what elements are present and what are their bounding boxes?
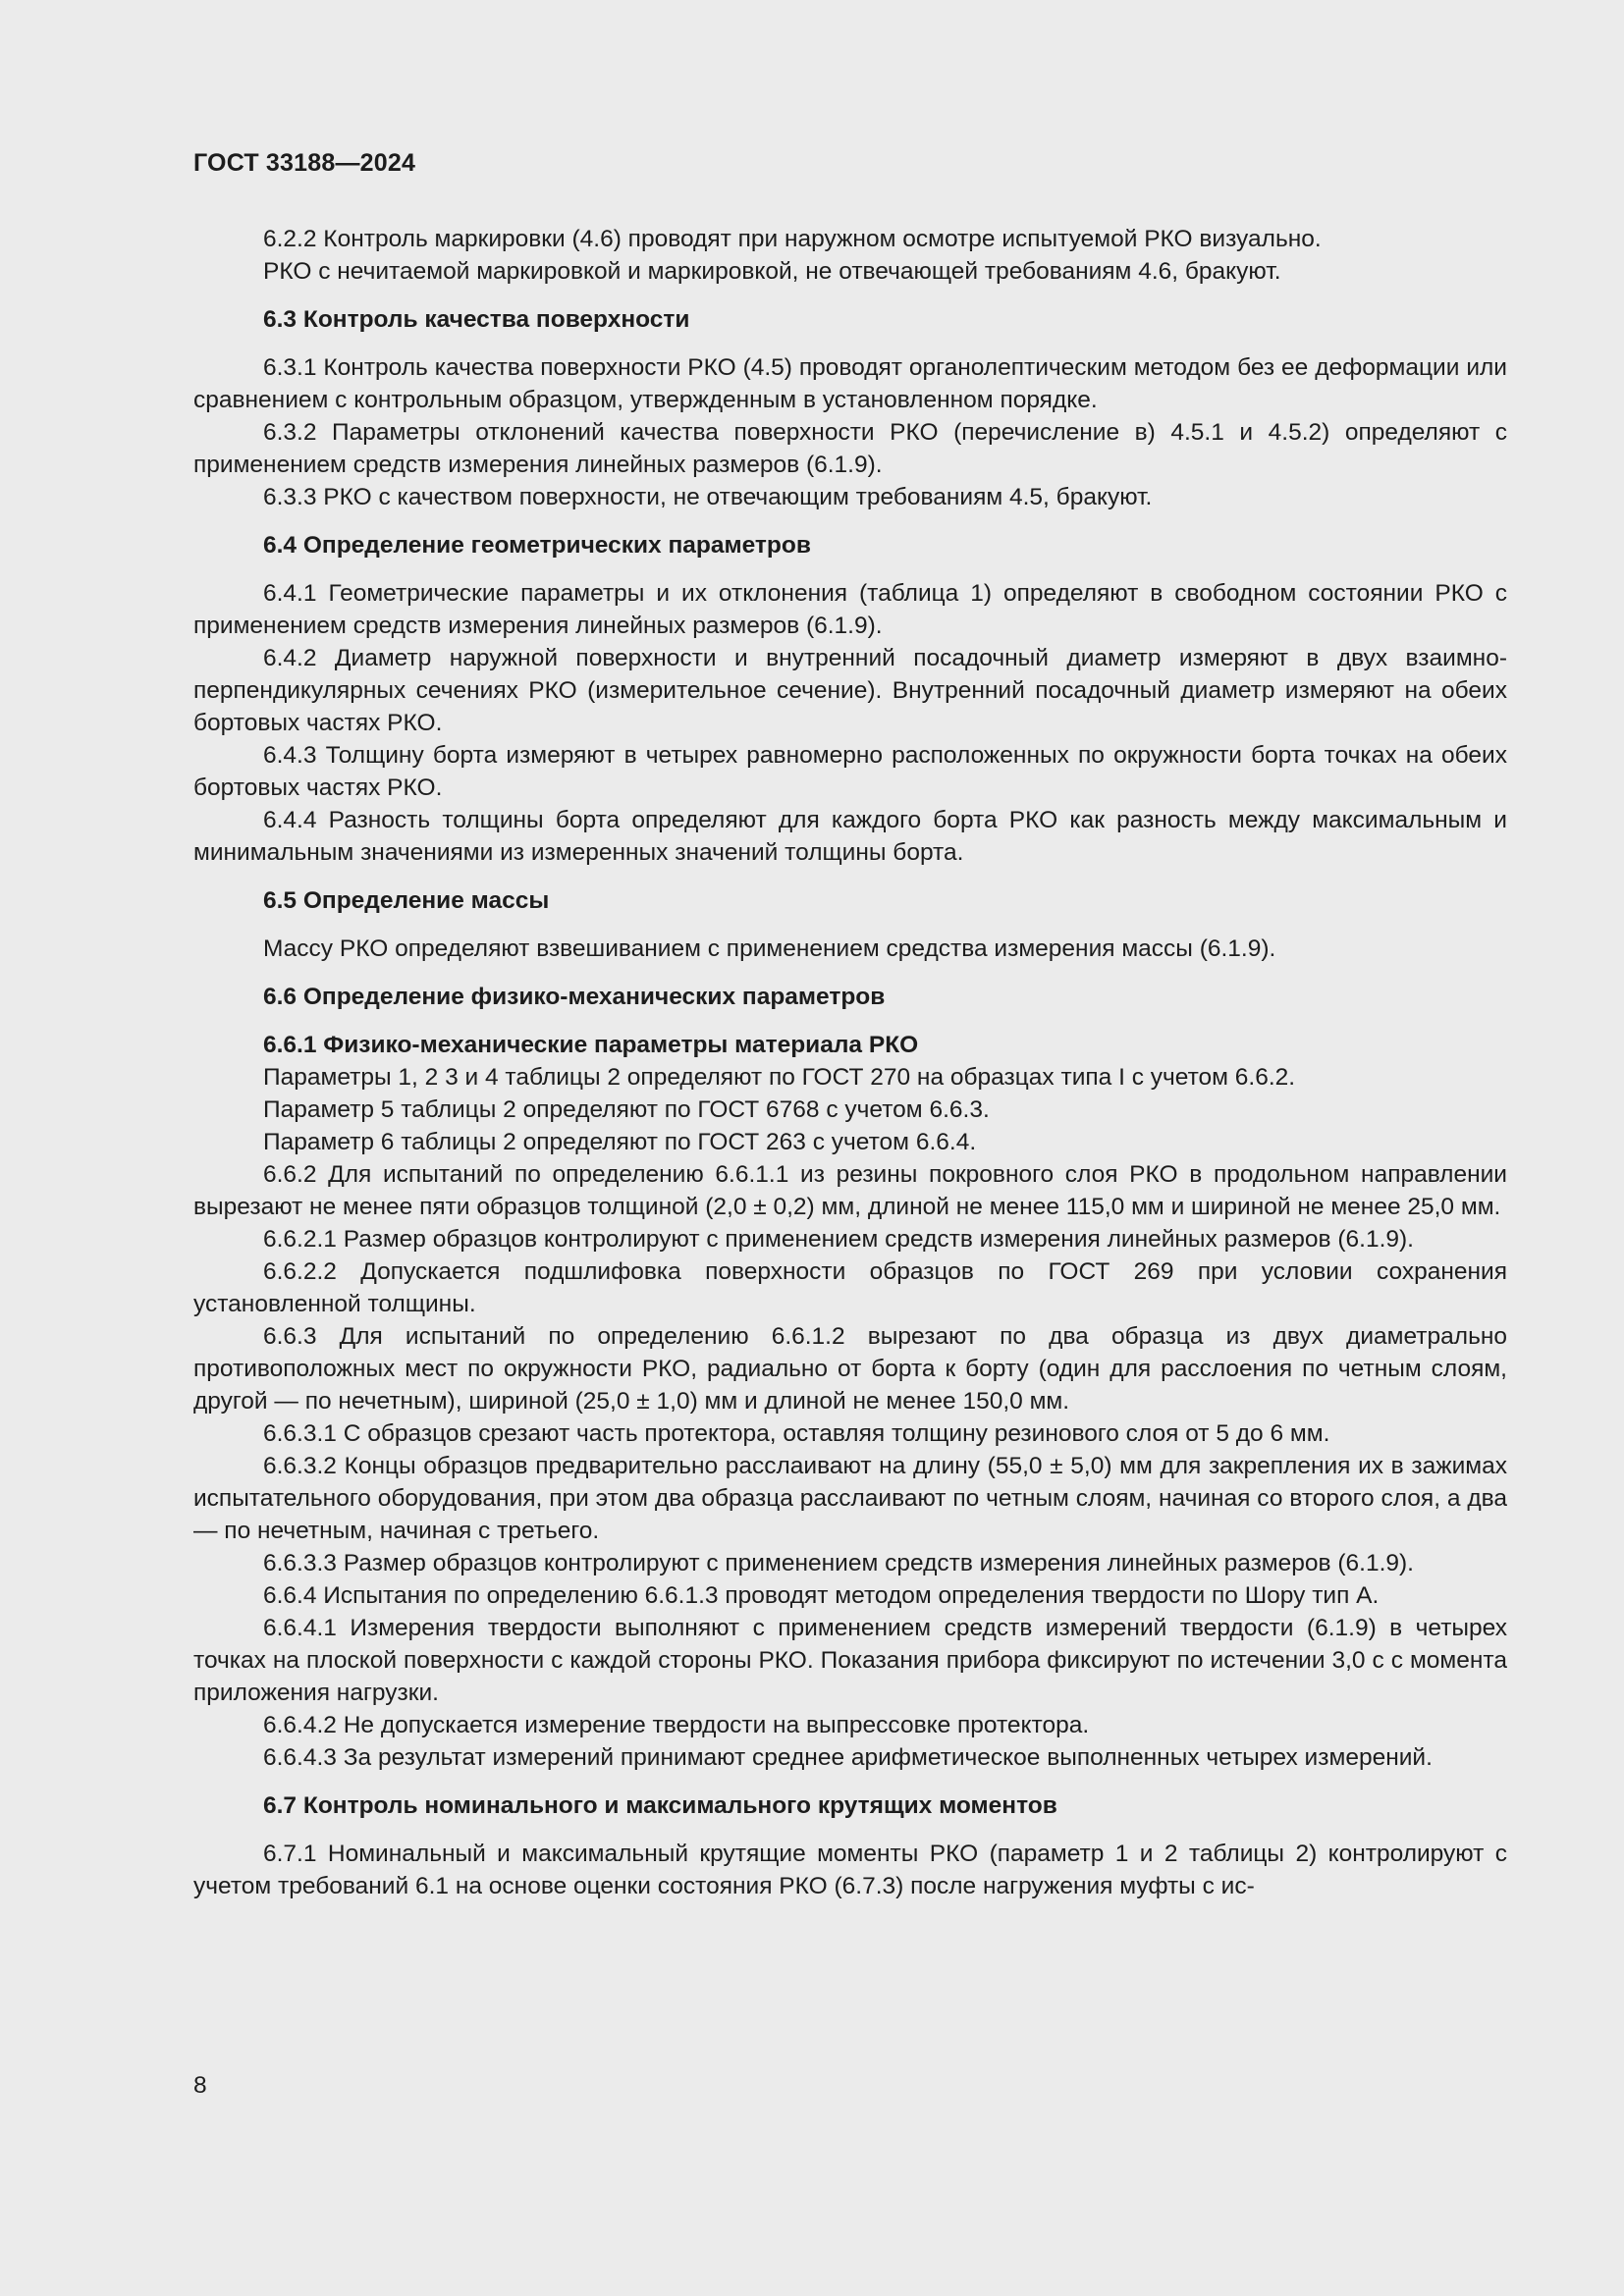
paragraph-6-6-4-3: 6.6.4.3 За результат измерений принимают среднее арифметическое выполненных четырех измерений. <box>263 1744 1433 1771</box>
paragraph-6-5: Массу РКО определяют взвешиванием с применением средства измерения массы (6.1.9). <box>263 935 1276 962</box>
section-heading-6-5: 6.5 Определение массы <box>263 887 550 914</box>
section-heading-6-4: 6.4 Определение геометрических параметров <box>263 532 811 559</box>
paragraph-6-4-1: 6.4.1 Геометрические параметры и их отклонения (таблица 1) определяют в свободном состоянии РКО с применением средств измерения линейных размеров (6.1.9). <box>193 580 1507 639</box>
paragraph-6-4-3: 6.4.3 Толщину борта измеряют в четырех равномерно расположенных по окружности борта точках на обеих бортовых частях РКО. <box>193 742 1507 801</box>
paragraph-6-3-2: 6.3.2 Параметры отклонений качества поверхности РКО (перечисление в) 4.5.1 и 4.5.2) определяют с применением средств измерения линейных размеров (6.1.9). <box>193 419 1507 478</box>
paragraph-6-6-3-2: 6.6.3.2 Концы образцов предварительно расслаивают на длину (55,0 ± 5,0) мм для закрепления их в зажимах испытательного оборудования, при этом два образца расслаивают по четным слоям, начиная со второго слоя, а два — по нечетным, начиная с третьего. <box>193 1453 1507 1544</box>
subsection-heading-6-6-1: 6.6.1 Физико-механические параметры материала РКО <box>263 1032 919 1058</box>
paragraph-6-6-3-3: 6.6.3.3 Размер образцов контролируют с применением средств измерения линейных размеров (6.1.9). <box>263 1550 1414 1576</box>
paragraph-6-6-4-2: 6.6.4.2 Не допускается измерение твердости на выпрессовке протектора. <box>263 1712 1090 1738</box>
paragraph-6-6-3: 6.6.3 Для испытаний по определению 6.6.1.2 вырезают по два образца из двух диаметрально противоположных мест по окружности РКО, радиально от борта к борту (один для расслоения по четным слоям, другой — по нечетным), шириной (25,0 ± 1,0) мм и длиной не менее 150,0 мм. <box>193 1323 1507 1415</box>
section-heading-6-7: 6.7 Контроль номинального и максимального крутящих моментов <box>263 1792 1057 1819</box>
paragraph-6-7-1: 6.7.1 Номинальный и максимальный крутящие моменты РКО (параметр 1 и 2 таблицы 2) контролируют с учетом требований 6.1 на основе оценки состояния РКО (6.7.3) после нагружения муфты с ис- <box>193 1841 1507 1899</box>
paragraph-6-2-2: 6.2.2 Контроль маркировки (4.6) проводят при наружном осмотре испытуемой РКО визуально. <box>263 226 1322 252</box>
paragraph-6-6-4: 6.6.4 Испытания по определению 6.6.1.3 проводят методом определения твердости по Шору тип А. <box>263 1582 1380 1609</box>
paragraph-6-6-2: 6.6.2 Для испытаний по определению 6.6.1.1 из резины покровного слоя РКО в продольном направлении вырезают не менее пяти образцов толщиной (2,0 ± 0,2) мм, длиной не менее 115,0 мм и шириной не менее 25,0 мм. <box>193 1161 1507 1220</box>
document-header: ГОСТ 33188—2024 <box>193 149 416 177</box>
paragraph-6-2-2-continued: РКО с нечитаемой маркировкой и маркировкой, не отвечающей требованиям 4.6, бракуют. <box>263 258 1281 285</box>
paragraph-6-6-1-a: Параметры 1, 2 3 и 4 таблицы 2 определяют по ГОСТ 270 на образцах типа I с учетом 6.6.2. <box>263 1064 1296 1091</box>
section-heading-6-3: 6.3 Контроль качества поверхности <box>263 306 690 333</box>
paragraph-6-6-2-1: 6.6.2.1 Размер образцов контролируют с применением средств измерения линейных размеров (6.1.9). <box>263 1226 1414 1253</box>
paragraph-6-3-3: 6.3.3 РКО с качеством поверхности, не отвечающим требованиям 4.5, бракуют. <box>263 484 1153 510</box>
paragraph-6-6-3-1: 6.6.3.1 С образцов срезают часть протектора, оставляя толщину резинового слоя от 5 до 6 мм. <box>263 1420 1330 1447</box>
paragraph-6-3-1: 6.3.1 Контроль качества поверхности РКО (4.5) проводят органолептическим методом без ее деформации или сравнением с контрольным образцом, утвержденным в установленном порядке. <box>193 354 1507 413</box>
document-body <box>193 223 1507 1902</box>
paragraph-6-4-2: 6.4.2 Диаметр наружной поверхности и внутренний посадочный диаметр измеряют в двух взаимно-перпендикулярных сечениях РКО (измерительное сечение). Внутренний посадочный диаметр измеряют на обеих бортовых частях РКО. <box>193 645 1507 736</box>
page-number: 8 <box>193 2072 207 2099</box>
paragraph-6-6-2-2: 6.6.2.2 Допускается подшлифовка поверхности образцов по ГОСТ 269 при условии сохранения установленной толщины. <box>193 1258 1507 1317</box>
paragraph-6-4-4: 6.4.4 Разность толщины борта определяют для каждого борта РКО как разность между максимальным и минимальным значениями из измеренных значений толщины борта. <box>193 807 1507 866</box>
paragraph-6-6-1-b: Параметр 5 таблицы 2 определяют по ГОСТ 6768 с учетом 6.6.3. <box>263 1096 990 1123</box>
section-heading-6-6: 6.6 Определение физико-механических параметров <box>263 984 886 1010</box>
paragraph-6-6-4-1: 6.6.4.1 Измерения твердости выполняют с применением средств измерений твердости (6.1.9) в четырех точках на плоской поверхности с каждой стороны РКО. Показания прибора фиксируют по истечении 3,0 с с момента приложения нагрузки. <box>193 1615 1507 1706</box>
paragraph-6-6-1-c: Параметр 6 таблицы 2 определяют по ГОСТ 263 с учетом 6.6.4. <box>263 1129 977 1155</box>
